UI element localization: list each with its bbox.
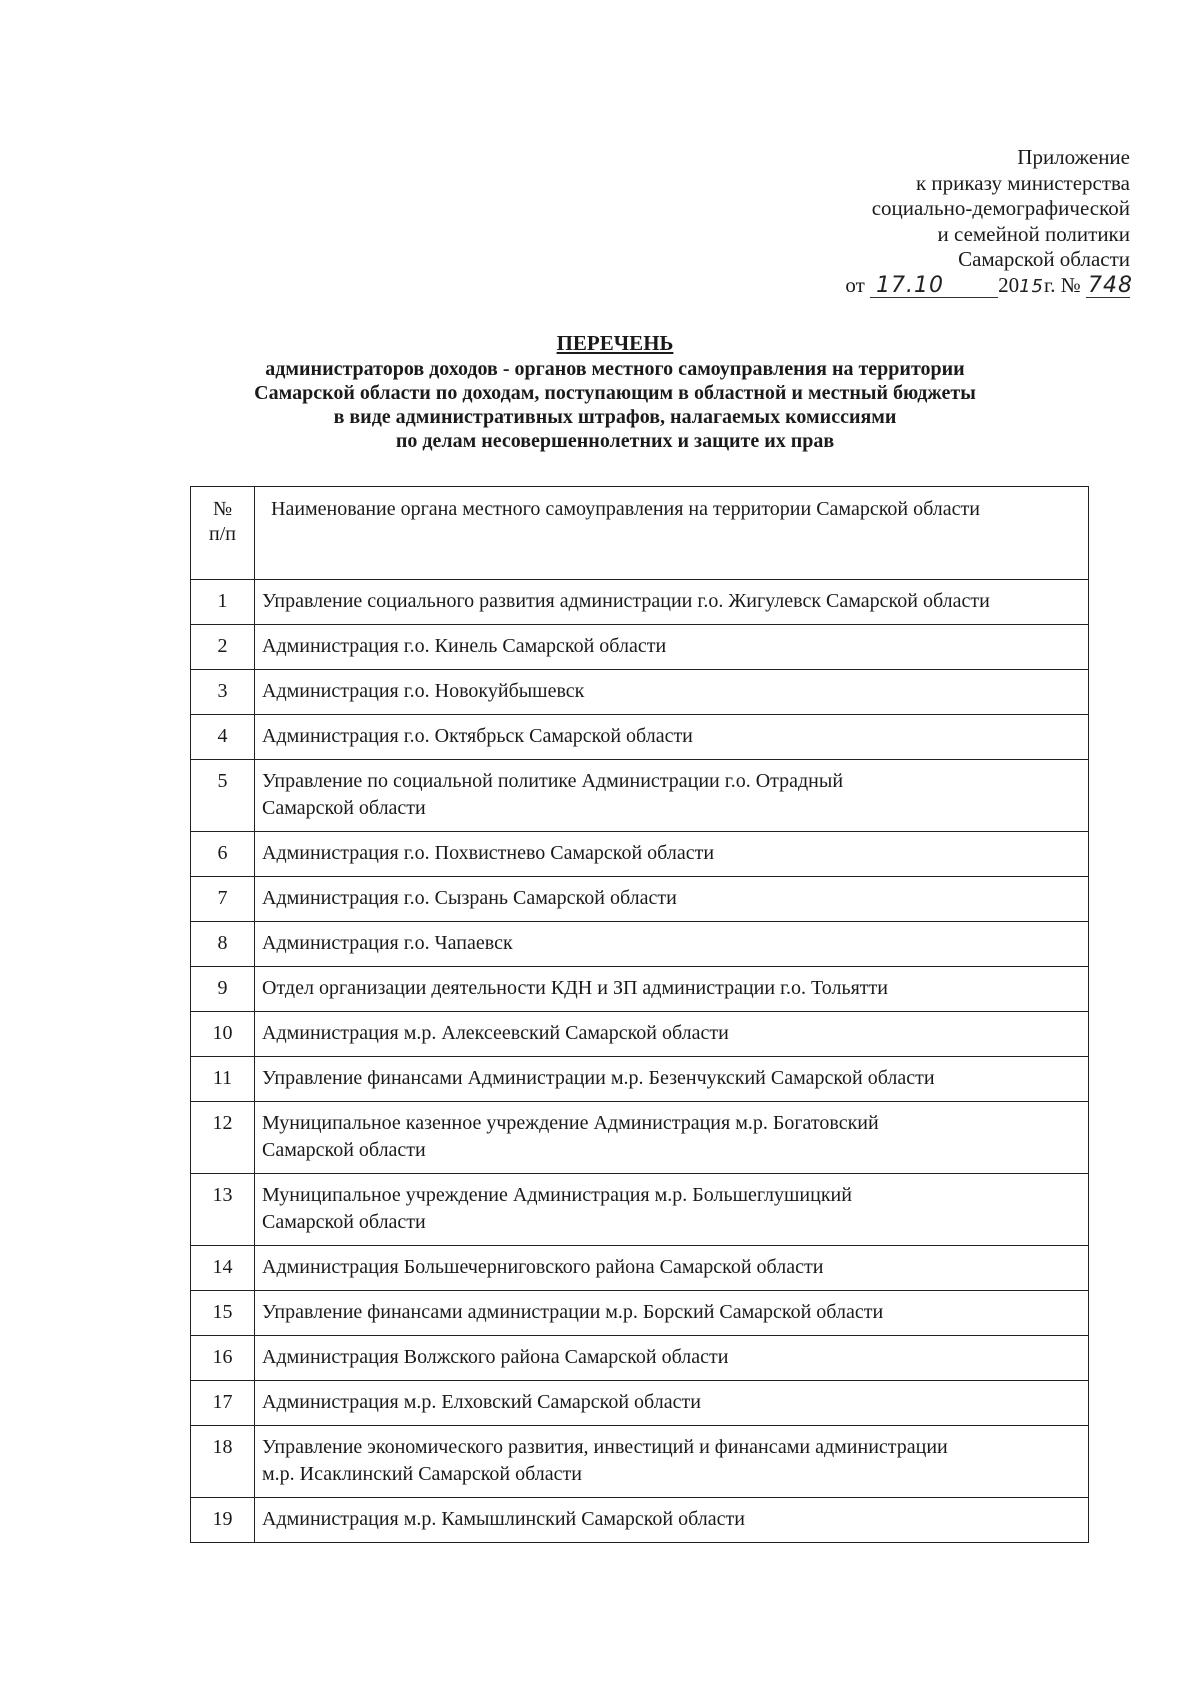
order-date-field [870, 274, 998, 298]
row-name [255, 760, 1089, 832]
row-number: 18 [191, 1426, 255, 1498]
column-header-number [191, 487, 255, 580]
row-name-line: Самарской области [262, 797, 426, 819]
table-row [191, 1246, 1089, 1291]
row-number: 1 [191, 580, 255, 625]
year-prefix: 20 [998, 272, 1020, 297]
row-name: Администрация г.о. Похвистнево Самарской области [255, 832, 1089, 877]
row-number: 5 [191, 760, 255, 832]
table-row [191, 1102, 1089, 1174]
row-number: 4 [191, 715, 255, 760]
table-row [191, 877, 1089, 922]
table-row [191, 715, 1089, 760]
row-name: Отдел организации деятельности КДН и ЗП администрации г.о. Тольятти [255, 967, 1089, 1012]
row-number: 7 [191, 877, 255, 922]
order-number-handwritten: 748 [1088, 272, 1133, 298]
table-row [191, 1426, 1089, 1498]
row-number: 10 [191, 1012, 255, 1057]
row-number: 9 [191, 967, 255, 1012]
row-name: Администрация г.о. Кинель Самарской области [255, 625, 1089, 670]
table-row [191, 1336, 1089, 1381]
row-name-line: Муниципальное учреждение Администрация м.р. Большеглушицкий [262, 1184, 852, 1206]
appendix-header [670, 145, 1133, 299]
row-name: Администрация г.о. Октябрьск Самарской области [255, 715, 1089, 760]
row-number: 2 [191, 625, 255, 670]
row-name: Управление социального развития администрации г.о. Жигулевск Самарской области [255, 580, 1089, 625]
row-number: 8 [191, 922, 255, 967]
subtitle-line: по делам несовершеннолетних и защите их прав [395, 430, 835, 452]
row-name: Администрация г.о. Новокуйбышевск [255, 670, 1089, 715]
row-number: 19 [191, 1498, 255, 1543]
row-number: 11 [191, 1057, 255, 1102]
column-header-number-line: п/п [209, 523, 236, 545]
row-name: Администрация Волжского района Самарской области [255, 1336, 1089, 1381]
column-header-name: Наименование органа местного самоуправления на территории Самарской области [255, 487, 1089, 580]
table-row [191, 1291, 1089, 1336]
row-number: 16 [191, 1336, 255, 1381]
row-number: 14 [191, 1246, 255, 1291]
row-name-line: Самарской области [262, 1211, 426, 1233]
row-name-line: м.р. Исаклинский Самарской области [262, 1463, 582, 1485]
row-name [255, 1174, 1089, 1246]
appendix-line: Приложение [1017, 145, 1130, 169]
table-row [191, 1174, 1089, 1246]
row-number: 13 [191, 1174, 255, 1246]
row-number: 12 [191, 1102, 255, 1174]
row-number: 6 [191, 832, 255, 877]
table-row [191, 625, 1089, 670]
row-name: Управление финансами Администрации м.р. Безенчукский Самарской области [255, 1057, 1089, 1102]
table-row [191, 832, 1089, 877]
appendix-line: и семейной политики [937, 221, 1130, 246]
table-row [191, 760, 1089, 832]
row-number: 17 [191, 1381, 255, 1426]
year-handwritten: 15 [1019, 275, 1044, 297]
appendix-line: Самарской области [958, 247, 1130, 271]
table-row [191, 967, 1089, 1012]
row-name [255, 1426, 1089, 1498]
table-row [191, 1012, 1089, 1057]
table-row [191, 1057, 1089, 1102]
row-name: Администрация г.о. Чапаевск [255, 922, 1089, 967]
row-name: Администрация м.р. Елховский Самарской области [255, 1381, 1089, 1426]
row-name-line: Управление по социальной политике Администрации г.о. Отрадный [262, 770, 844, 792]
title-main: ПЕРЕЧЕНЬ [556, 331, 674, 355]
row-name [255, 1102, 1089, 1174]
year-suffix: г. № [1043, 272, 1081, 297]
subtitle-line: администраторов доходов - органов местного самоуправления на территории [265, 358, 965, 380]
administrators-table [190, 486, 1089, 1543]
table-row [191, 922, 1089, 967]
appendix-line: к приказу министерства [915, 170, 1130, 195]
row-name-line: Самарской области [262, 1139, 426, 1161]
row-name-line: Муниципальное казенное учреждение Администрация м.р. Богатовский [262, 1112, 879, 1134]
document-title [170, 331, 1060, 453]
row-name: Управление финансами администрации м.р. Борский Самарской области [255, 1291, 1089, 1336]
order-date-number-line [670, 272, 1133, 300]
table-row [191, 670, 1089, 715]
column-header-number-line: № [212, 498, 233, 520]
subtitle-line: Самарской области по доходам, поступающим в областной и местный бюджеты [254, 382, 976, 404]
order-number-field [1086, 272, 1133, 298]
table-row [191, 1381, 1089, 1426]
table-header-row [191, 487, 1089, 580]
row-name: Администрация м.р. Камышлинский Самарской области [255, 1498, 1089, 1543]
subtitle-line: в виде административных штрафов, налагаемых комиссиями [333, 406, 897, 428]
row-number: 3 [191, 670, 255, 715]
row-name-line: Управление экономического развития, инвестиций и финансами администрации [262, 1436, 948, 1458]
row-name: Администрация г.о. Сызрань Самарской области [255, 877, 1089, 922]
row-name: Администрация Большечерниговского района Самарской области [255, 1246, 1089, 1291]
appendix-line: социально-демографической [871, 196, 1130, 220]
row-number: 15 [191, 1291, 255, 1336]
order-date-handwritten: 17.10 [876, 272, 945, 298]
table-row [191, 580, 1089, 625]
row-name: Администрация м.р. Алексеевский Самарской области [255, 1012, 1089, 1057]
table-row [191, 1498, 1089, 1543]
date-prefix: от [845, 272, 865, 297]
